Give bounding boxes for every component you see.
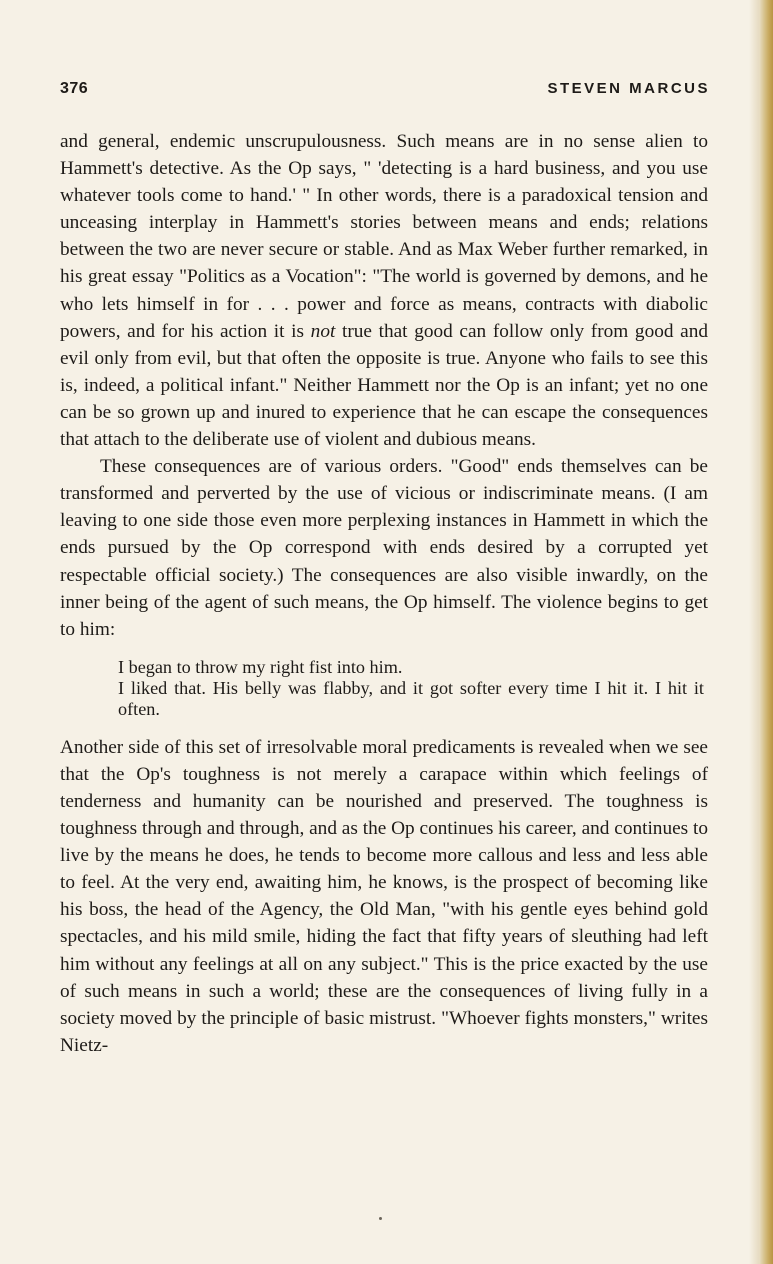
block-quote [60,657,708,720]
paragraph-3: Another side of this set of irresolvable moral predicaments is revealed when we see that the Op's toughness is not merely a carapace within which feelings of tenderness and humanity can be nourished and preserved. The toughness is toughness through and through, and as the Op continues his career, and continues to live by the means he does, he tends to become more callous and less and less able to feel. At the very end, awaiting him, he knows, is the prospect of becoming like his boss, the head of the Agency, the Old Man, "with his gentle eyes behind gold spectacles, and his mild smile, hiding the fact that fifty years of sleuthing had left him without any feelings at all on any subject." This is the price exacted by the use of such means in such a world; these are the consequences of living fully in a society moved by the principle of basic mistrust. "Whoever fights monsters," writes Nietz- [60,736,708,1056]
page-edge-shadow [749,0,759,1264]
block-quote-line-1: I began to throw my right fist into him. [118,656,403,677]
body-text [60,128,708,1059]
paragraph-2: These consequences are of various orders. "Good" ends themselves can be transformed and perverted by the use of vicious or indiscriminate means. (I am leaving to one side those even more perplexing instances in Hammett in which the ends pursued by the Op correspond with ends desired by a corrupted yet respectable official society.) The consequences are also visible inwardly, on the inner being of the agent of such means, the Op himself. The violence begins to get to him: [60,456,708,640]
paragraph-1 [60,128,708,453]
ink-speck [379,1217,382,1220]
paragraph-1-text: and general, endemic unscrupulousness. Such means are in no sense alien to Hammett's detective. As the Op says, " 'detecting is a hard business, and you use whatever tools come to hand.' " In other words, there is a paradoxical tension and unceasing interplay in Hammett's stories between means and ends; relations between the two are never secure or stable. And as Max Weber further remarked, in his great essay "Politics as a Vocation": "The world is governed by demons, and he who lets himself in for . . . power and force as means, contracts with diabolic powers, and for his action it is [60,131,708,342]
page-number: 376 [60,80,89,97]
block-quote-line-2: I liked that. His belly was flabby, and it got softer every time I hit it. I hit it often. [118,677,704,719]
paragraph-1-tail: true that good can follow only from good and evil only from evil, but that often the opposite is true. Anyone who fails to see this is, indeed, a political infant." Neither Hammett nor the Op is an infant; yet no one can be so grown up and inured to experience that he can escape the consequences that attach to the deliberate use of violent and dubious means. [60,320,708,451]
page-edge [759,0,773,1264]
running-head: STEVEN MARCUS [547,80,710,97]
emphasis-not: not [310,320,336,342]
page-header [60,80,710,104]
